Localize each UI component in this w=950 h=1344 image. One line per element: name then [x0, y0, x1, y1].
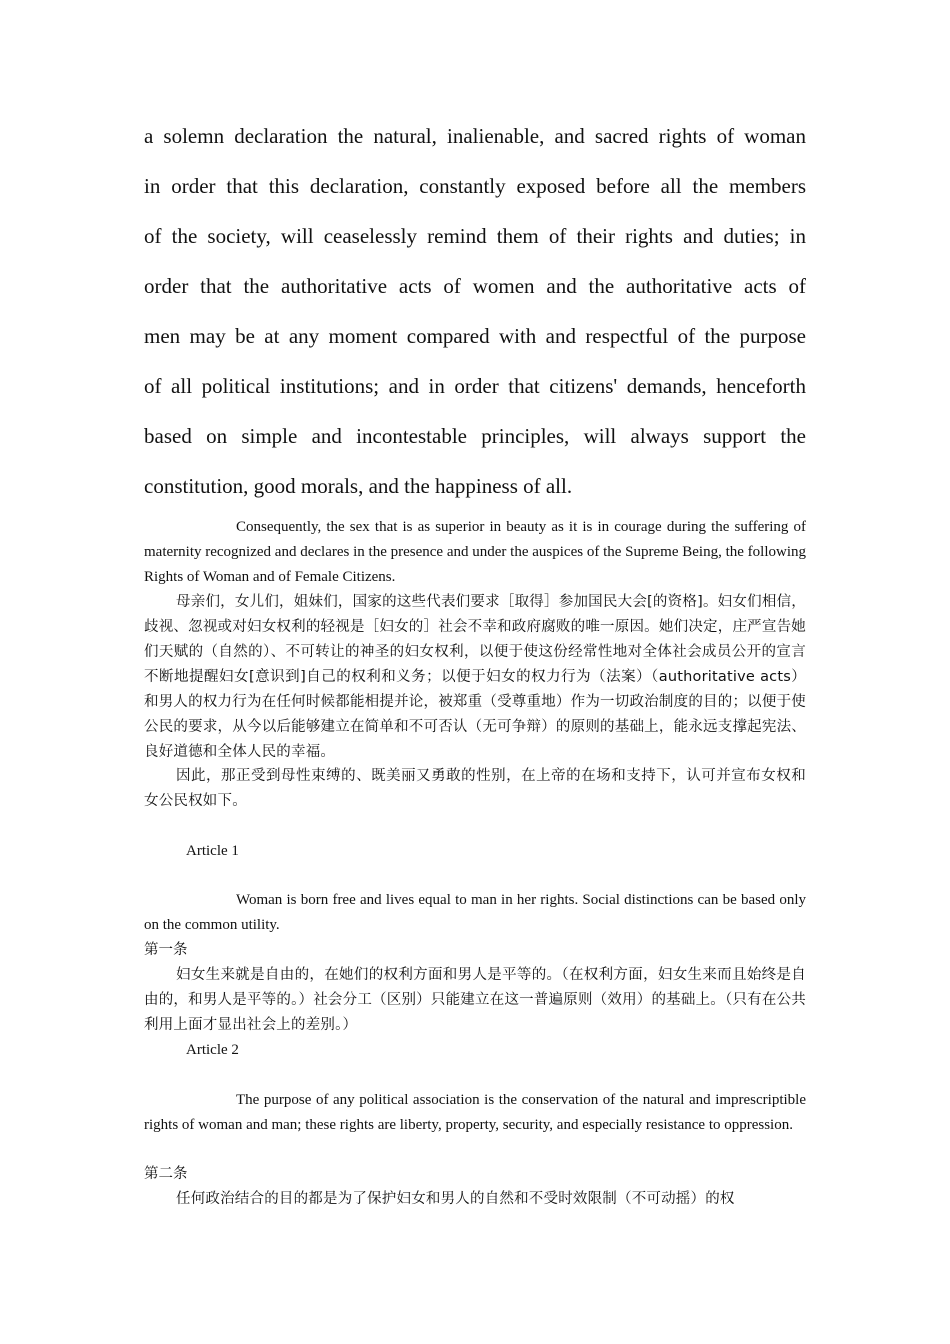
opening-line: order that the authoritative acts of women and the authoritative acts of — [144, 274, 806, 298]
consequently-paragraph-en: Consequently, the sex that is as superior in beauty as it is in courage during the suffering of maternity recognized and declares in the presence and under the auspices of the Supreme Being, the following Rights of Woman and of Female Citizens. — [144, 519, 806, 585]
opening-line: of all political institutions; and in order that citizens' demands, henceforth — [144, 374, 806, 398]
opening-line: men may be at any moment compared with and respectful of the purpose — [144, 324, 806, 348]
article-2-text-zh: 任何政治结合的目的都是为了保护妇女和男人的自然和不受时效限制（不可动摇）的权 — [176, 1191, 735, 1207]
opening-line: in order that this declaration, constantly exposed before all the members — [144, 174, 806, 198]
article-1-text-en: Woman is born free and lives equal to man in her rights. Social distinctions can be based only on the common utility. — [144, 892, 806, 933]
preamble-paragraph-zh: 母亲们，女儿们，姐妹们，国家的这些代表们要求［取得］参加国民大会[的资格]。妇女们相信，歧视、忽视或对妇女权利的轻视是［妇女的］社会不幸和政府腐败的唯一原因。她们决定，庄严宣告她们天赋的（自然的）、不可转让的神圣的妇女权利，以便于使这份经常性地对全体社会成员公开的宣言不断地提醒妇女[意识到]自己的权利和义务；以便于妇女的权力行为（法案）（authoritative acts）和男人的权力行为在任何时候都能相提并论，被郑重（受尊重地）作为一切政治制度的目的；以便于使公民的要求，从今以后能够建立在简单和不可否认（无可争辩）的原则的基础上，能永远支撑起宪法、良好道德和全体人民的幸福。 — [144, 594, 806, 760]
consequently-paragraph-zh: 因此，那正受到母性束缚的、既美丽又勇敢的性别，在上帝的在场和支持下，认可并宣布女权和女公民权如下。 — [144, 768, 806, 809]
article-1-heading-zh: 第一条 — [144, 942, 188, 958]
article-1-heading-en: Article 1 — [186, 843, 239, 859]
article-2-text-en: The purpose of any political association is the conservation of the natural and imprescriptible rights of woman and man; these rights are liberty, property, security, and especially resistance to oppression. — [144, 1092, 806, 1133]
opening-line: of the society, will ceaselessly remind them of their rights and duties; in — [144, 224, 806, 248]
opening-line: a solemn declaration the natural, inalienable, and sacred rights of woman — [144, 124, 806, 148]
article-1-text-zh: 妇女生来就是自由的，在她们的权利方面和男人是平等的。（在权利方面，妇女生来而且始终是自由的，和男人是平等的。）社会分工（区别）只能建立在这一普遍原则（效用）的基础上。（只有在公共利用上面才显出社会上的差别。） — [144, 967, 806, 1033]
article-2-heading-en: Article 2 — [186, 1042, 239, 1058]
article-2-heading-zh: 第二条 — [144, 1166, 188, 1182]
opening-line: based on simple and incontestable principles, will always support the — [144, 424, 806, 448]
opening-line: constitution, good morals, and the happiness of all. — [144, 474, 573, 498]
